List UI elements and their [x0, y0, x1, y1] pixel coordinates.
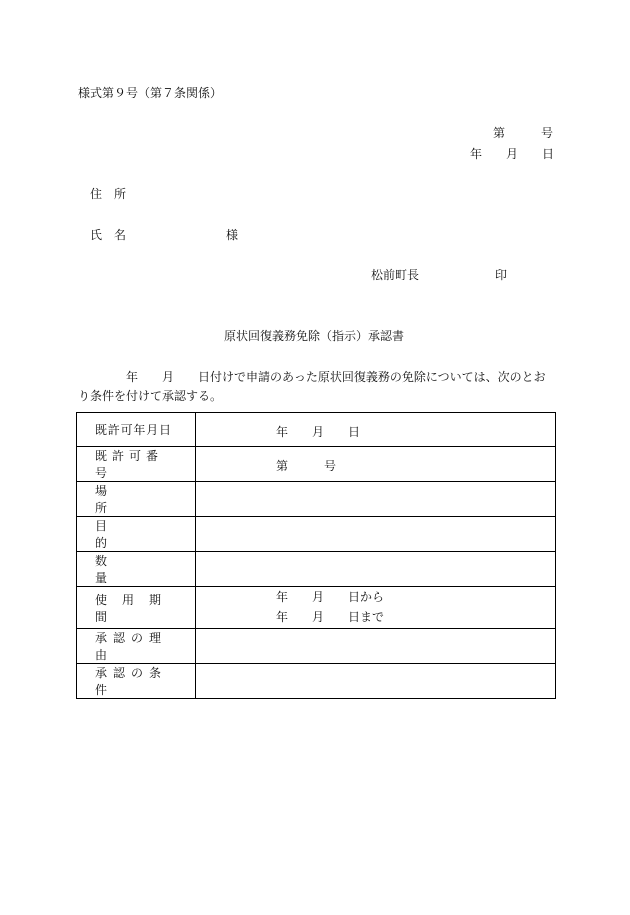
label-usage-period: 使用期間 — [95, 592, 177, 624]
row-value-cell — [196, 587, 556, 629]
row-value-cell — [196, 552, 556, 587]
row-value-cell — [196, 517, 556, 552]
value-period-to: 年 月 日まで — [276, 610, 385, 624]
value-period-from: 年 月 日から — [276, 590, 385, 604]
row-value-cell — [196, 413, 556, 447]
table-row — [77, 587, 556, 629]
label-approval-conditions: 承認の条件 — [95, 666, 168, 697]
row-label-cell — [77, 552, 196, 587]
row-label-cell — [77, 629, 196, 664]
label-location: 場所 — [95, 484, 182, 515]
document-title: 原状回復義務免除（指示）承認書 — [224, 329, 405, 343]
row-label-cell — [77, 664, 196, 699]
label-quantity: 数量 — [95, 554, 182, 585]
row-value-cell — [196, 629, 556, 664]
approval-table — [76, 412, 556, 699]
intro-line-1: 年 月 日付けで申請のあった原状回復義務の免除については、次のとお — [126, 370, 546, 384]
intro-paragraph — [78, 368, 558, 406]
table-row — [77, 664, 556, 699]
value-prior-permit-number: 第 号 — [276, 459, 337, 473]
label-prior-permit-date: 既許可年月日 — [95, 423, 172, 437]
table-row — [77, 552, 556, 587]
form-number: 様式第９号（第７条関係） — [78, 86, 223, 100]
table-row — [77, 517, 556, 552]
row-label-cell — [77, 447, 196, 482]
row-label-cell — [77, 413, 196, 447]
document-number: 第 号 — [493, 126, 554, 140]
table-row — [77, 447, 556, 482]
row-label-cell — [77, 517, 196, 552]
table-row — [77, 629, 556, 664]
document-date: 年 月 日 — [470, 147, 555, 161]
row-label-cell — [77, 587, 196, 629]
row-label-cell — [77, 482, 196, 517]
name-label: 氏 名 — [90, 228, 127, 242]
row-value-cell — [196, 664, 556, 699]
intro-line-2: り条件を付けて承認する。 — [78, 389, 223, 403]
row-value-cell — [196, 447, 556, 482]
address-label: 住 所 — [90, 187, 127, 201]
label-prior-permit-number: 既許可番号 — [95, 449, 164, 480]
issuer-title: 松前町長 — [371, 268, 420, 282]
label-approval-reason: 承認の理由 — [95, 631, 168, 662]
table-row — [77, 482, 556, 517]
seal-mark: 印 — [495, 268, 508, 282]
row-value-cell — [196, 482, 556, 517]
label-purpose: 目的 — [95, 519, 182, 550]
value-prior-permit-date: 年 月 日 — [276, 425, 361, 439]
table-row — [77, 413, 556, 447]
honorific: 様 — [226, 228, 239, 242]
